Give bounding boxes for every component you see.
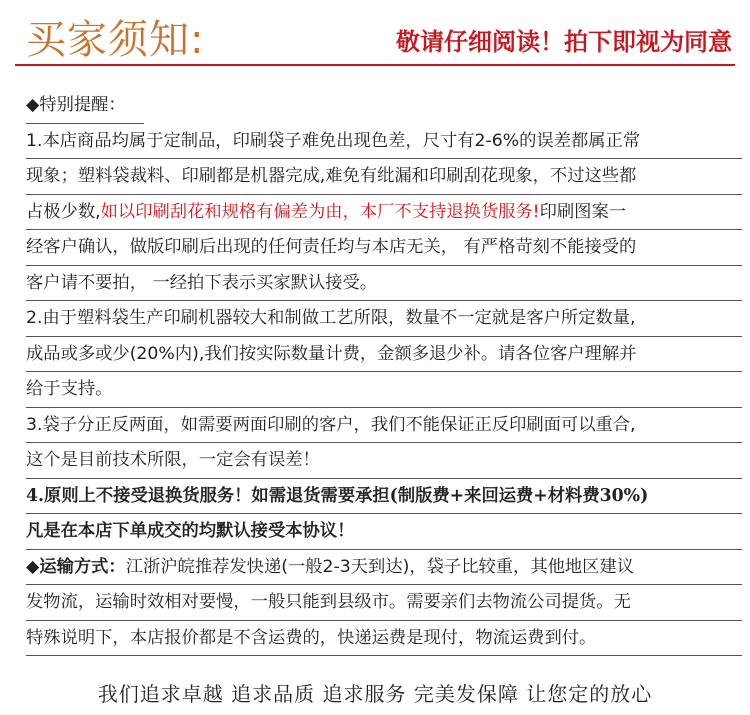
- text-line: 成品或多或少(20%内),我们按实际数量计费，金额多退少补。请各位客户理解并: [26, 337, 742, 373]
- text-line: 凡是在本店下单成交的均默认接受本协议！: [26, 514, 742, 550]
- text-line: 经客户确认，做版印刷后出现的任何责任均与本店无关， 有严格苛刻不能接受的: [26, 230, 742, 266]
- shipping-heading: ◆运输方式：: [26, 556, 126, 577]
- text-line: [26, 195, 742, 231]
- text-line: 这个是目前技术所限，一定会有误差！: [26, 443, 742, 479]
- text-line: 现象；塑料袋裁料、印刷都是机器完成,难免有纰漏和印刷刮花现象，不过这些都: [26, 159, 742, 195]
- text-line: 1.本店商品均属于定制品，印刷袋子难免出现色差，尺寸有2-6%的误差都属正常: [26, 124, 742, 160]
- text-line: 客户请不要拍， 一经拍下表示买家默认接受。: [26, 266, 742, 302]
- text-line: 发物流，运输时效相对要慢，一般只能到县级市。需要亲们去物流公司提货。无: [26, 585, 742, 621]
- footer-slogan: 我们追求卓越 追求品质 追求服务 完美发保障 让您定的放心: [97, 682, 653, 706]
- text-line: 特殊说明下，本店报价都是不含运费的，快递运费是现付，物流运费到付。: [26, 621, 742, 657]
- page-title: 买家须知:: [26, 17, 205, 63]
- text-line: 4.原则上不接受退换货服务！如需退货需要承担(制版费+来回运费+材料费30%): [26, 479, 742, 515]
- notice-body: [26, 88, 742, 656]
- text-line: [26, 550, 742, 586]
- notice-banner: 敬请仔细阅读！拍下即视为同意: [396, 27, 732, 56]
- text-line: 给于支持。: [26, 372, 742, 408]
- text-line: 3.袋子分正反两面，如需要两面印刷的客户，我们不能保证正反印刷面可以重合,: [26, 408, 742, 444]
- text-line: 2.由于塑料袋生产印刷机器较大和制做工艺所限，数量不一定就是客户所定数量,: [26, 301, 742, 337]
- warning-text: 如以印刷刮花和规格有偏差为由，本厂不支持退换货服务!: [100, 201, 540, 222]
- header: [0, 0, 750, 70]
- text-segment: 江浙沪皖推荐发快递(一般2-3天到达)，袋子比较重，其他地区建议: [125, 556, 635, 577]
- text-segment: 印刷图案一: [539, 201, 627, 222]
- header-divider: [15, 64, 735, 66]
- text-segment: 占极少数,: [26, 201, 101, 222]
- section-heading: ◆特别提醒：: [26, 88, 144, 124]
